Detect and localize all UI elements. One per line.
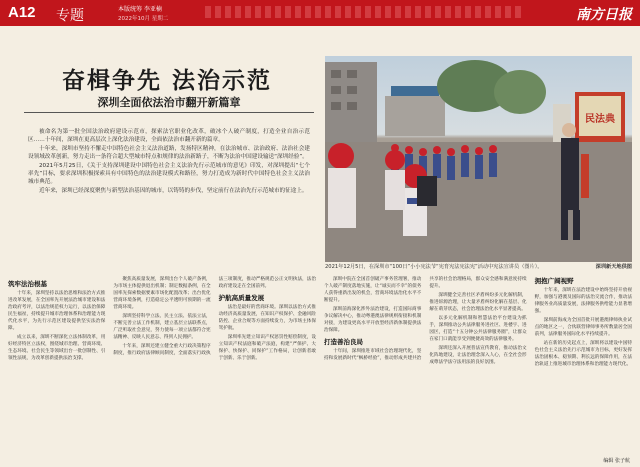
section-heading: 护航高质量发展 — [218, 294, 265, 302]
body-paragraph: 以多元化解机制和智慧法治平台建设为抓手，深圳推动公共法律服务进社区、进楼宇、进园区，打造“十五分钟公共法律服务圈”，让群众在家门口就能享受到便捷高效的法律服务。 — [429, 316, 527, 342]
headline: 奋楫争先 法治示范 — [61, 67, 272, 94]
date-line: 2022年10月 星期二 — [118, 16, 169, 22]
divider — [24, 112, 314, 113]
lead-paragraph: 近年来，深圳已经深度聚焦与新型法治基因的城市，以铸铸的步伐，坚定前行在法治先行示范城市的征途上。 — [39, 188, 308, 194]
body-paragraph: 聚焦高质量发展，深圳出台个人破产条例，为市场主体提供退出机制；制定数据条例，在全国率先探索数据要素市场化配置改革；出台优化营商环境条例，打造稳定公平透明可预期的一流营商环境。 — [113, 277, 211, 310]
newspaper-logo: 南方日报 — [576, 7, 632, 23]
body-paragraph: 十年来，深圳还建立健全重大行政决策程序制度，推行政府法律顾问制度，全面落实行政执法三项制度，推动严格规范公正文明执法，法治政府建设走在全国前列。 — [113, 277, 316, 356]
news-photo — [325, 56, 632, 262]
lead-paragraph: 2021年5月25日，《关于支持深圳建设中国特色社会主义法治先行示范城市的意见》印发，对深圳提出“七个率先”目标，要求深圳积极探索具有中国特色的法治建设模式和路径，努力打造成为新时代中国特色社会主义法治城市典范。 — [28, 163, 310, 185]
section-heading: 打造善治良局 — [323, 338, 363, 346]
page-number: A12 — [8, 4, 36, 21]
photo-credit: 深圳新天地供图 — [595, 264, 632, 270]
article-body — [8, 276, 632, 461]
body-paragraph: 深圳中院在全国首创破产事务管理署，推动个人破产制度落地实施，让“诚实而不幸”的债务人获得重新出发的机会，营商环境法治化水平不断提升。 — [323, 277, 422, 303]
subheadline: 深圳全面依法治市翻开新篇章 — [97, 96, 241, 109]
photo-sign-text: 民法典 — [585, 114, 615, 125]
body-paragraph: 深圳率先建立知识产权惩罚性赔偿制度，设立知识产权法庭和破产法庭，构建“严保护、大保护、快保护、同保护”工作格局，让创新者敢于创新、乐于创新。 — [218, 335, 316, 361]
section-heading: 拥抱广阔视野 — [534, 277, 574, 285]
body-paragraph: 站在新的历史起点上，深圳将以建设中国特色社会主义法治先行示范城市为目标，更好发挥法治固根本、稳预期、利长远的保障作用，在法治轨道上推进城市治理体系和治理能力现代化。 — [534, 341, 632, 367]
body-paragraph: 深圳还深入开展普法宣传教育，推动法治文化阵地建设，让法治理念深入人心，在全社会形成尊法学法守法用法的良好氛围。 — [429, 346, 527, 365]
body-paragraph: 深圳坚持科学立法、民主立法、依法立法，不断完善立法工作机制，建立基层立法联系点，广泛听取社会意见，努力使每一项立法都符合宪法精神、反映人民意志、得到人民拥护。 — [113, 314, 211, 340]
lead-paragraph: 被命名为第一批全国法治政府建设示范市，探索法官职业化改革，破冰个人破产制度，打造全业自治示范区……十年间，深圳在更高层次上深化法治建设，全面依法治市翻开新的篇章。 — [28, 129, 310, 143]
body-paragraph: 深圳健全完善社区矛盾纠纷多元化解机制，推进诉源治理，让大量矛盾纠纷化解在基层、化解在萌芽状态，社会治理法治化水平显著提高。 — [429, 293, 527, 312]
edition-line: 本版统筹 李亚楠 — [118, 6, 162, 13]
caption-text: 2021年12月5日，在深圳市“100日”小小宪法节“宪育宪法宪法宪”活动中宪法宣讲员（图片）。 — [325, 264, 543, 270]
body-paragraph: 成立以来，深圳不断深化立法体制改革，用好经济特区立法权，围绕城市治理、营商环境、生态环境、社会民生等领域出台一批创制性、引领性法规，为改革创新提供法治支撑。 — [8, 335, 106, 361]
page-header — [0, 0, 640, 26]
photo-caption — [325, 263, 632, 270]
section-title: 专题 — [56, 8, 84, 24]
body-paragraph: 十年来，深圳坚持以法治思维和法治方式推进改革发展，在全国率先开展法治城市建设和法治政府考评，以法治规范权力运行，以法治保障民生福祉，持续提升城市治理体系和治理能力现代化水平，为先行示范区建设提供坚实法治保障。 — [8, 291, 106, 331]
body-paragraph: 十年来，深圳在法治建设中始终坚持开放视野，加强与港澳及国际的法治交流合作，推动法律服务业高质量发展，法律服务供给能力显著增强。 — [534, 288, 632, 314]
lead-text — [28, 128, 310, 196]
body-paragraph: 十年间，深圳推进市域社会治理现代化，坚持和发展新时代“枫桥经验”，推动形成共建共治共享的社会治理格局，群众安全感和满意度持续提升。 — [323, 277, 527, 361]
body-paragraph: 深圳前海成为全国首批开展港澳律师执业试点的地区之一，合伙联营律师事务所数量居全国前列，法律服务国际化水平持续提升。 — [534, 318, 632, 337]
editor-credit: 编辑 张子航 — [603, 458, 630, 464]
lead-paragraph: 十年来，深圳市坚持不懈走中国特色社会主义法治道路，发扬特区精神，在法治城市、法治政府、法治社会建设领域改革创新，努力走出一条符合超大型城市特点和规律的法治新路子，不断为法治中国建设输送“深圳经验”。 — [28, 146, 310, 160]
body-paragraph: 法治是最好的营商环境。深圳以法治方式推动经济高质量发展，在知识产权保护、金融风险防控、企业合规等方面持续发力，为市场主体保驾护航。 — [218, 305, 316, 331]
body-paragraph: 深圳前海深化涉外法治建设，打造国际商事争议解决中心，推动粤港澳法律规则衔接和机制对接，为建设更高水平开放型经济新体制提供法治保障。 — [323, 307, 422, 333]
header-pattern — [205, 6, 525, 18]
section-heading: 筑牢法治根基 — [8, 280, 47, 288]
